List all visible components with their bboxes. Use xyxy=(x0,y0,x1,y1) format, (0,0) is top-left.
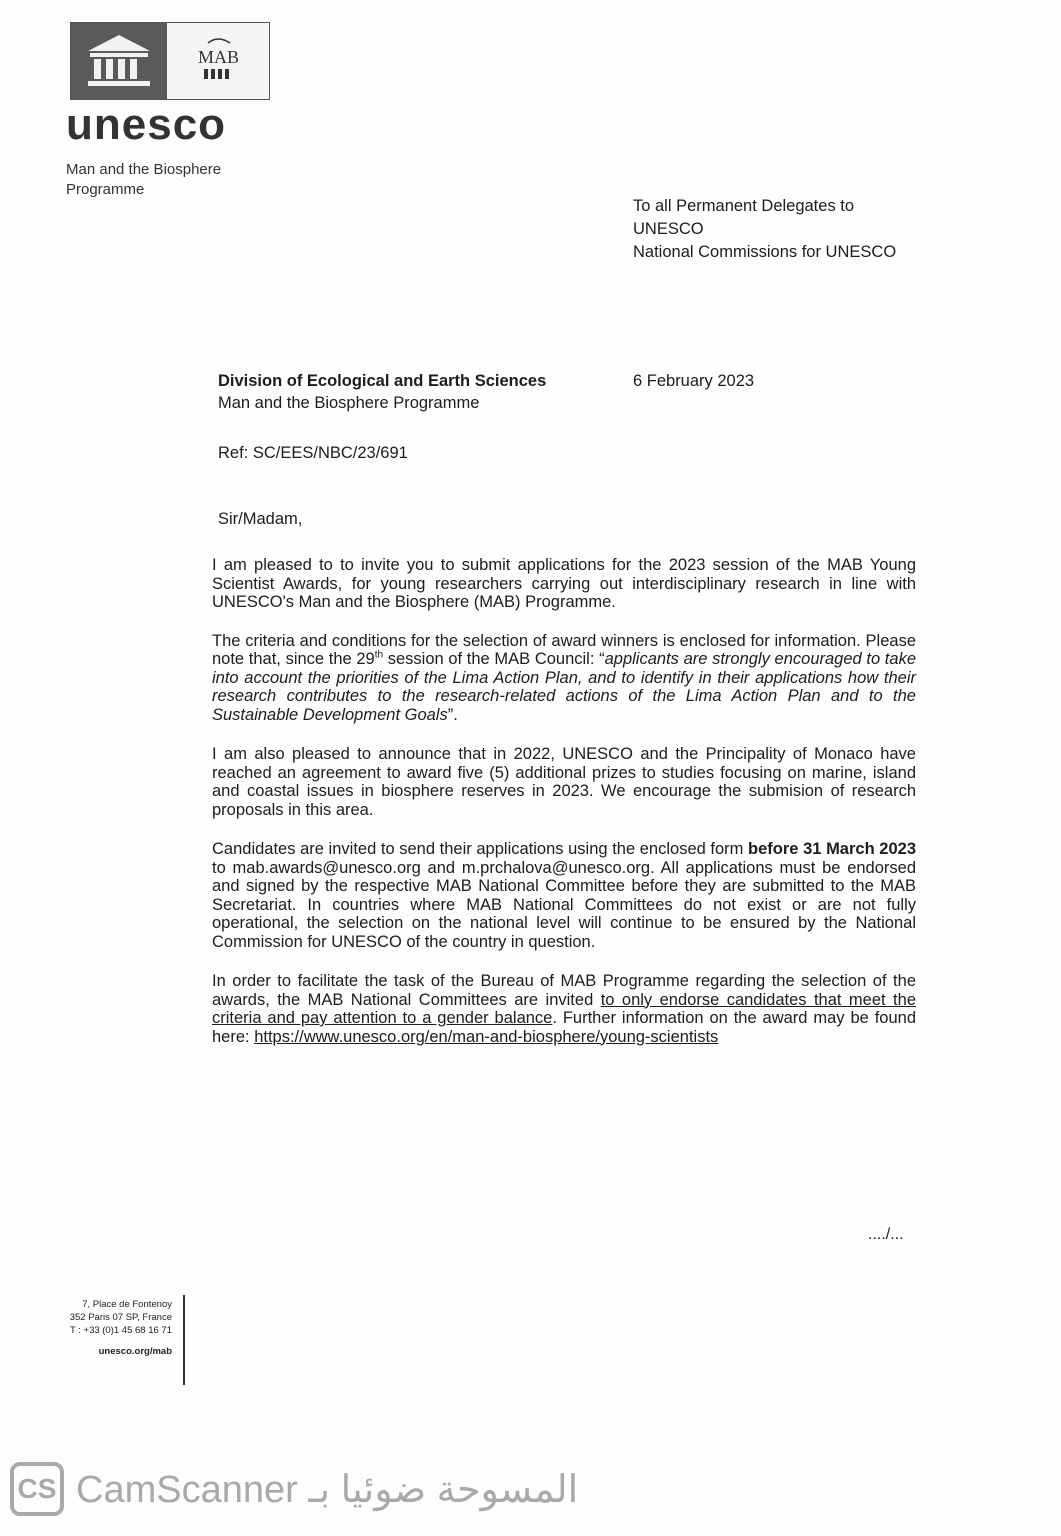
address-line-2: 352 Paris 07 SP, France xyxy=(69,1312,172,1323)
address-line-1: 7, Place de Fontenoy xyxy=(82,1299,172,1310)
footer-address xyxy=(40,1298,172,1358)
mab-mark-text: MAB xyxy=(198,47,240,67)
letter-body xyxy=(212,556,916,1067)
mab-programme-subtitle xyxy=(66,160,221,200)
sender-block xyxy=(218,370,546,414)
division-name: Division of Ecological and Earth Sciences xyxy=(218,372,547,390)
paragraph-2 xyxy=(212,632,916,725)
subtitle-line-2: Programme xyxy=(66,181,145,198)
p2-text-b: session of the MAB Council: “ xyxy=(383,650,605,668)
recipient-block xyxy=(633,195,896,264)
unesco-wordmark: unesco xyxy=(66,100,227,149)
recipient-line-1: To all Permanent Delegates to xyxy=(633,197,855,215)
mab-logo-icon xyxy=(167,23,269,99)
watermark-text: CamScanner المسوحة ضوئيا بـ xyxy=(76,1468,579,1511)
p2-quote: applicants are strongly encouraged to take into account the priorities of the Lima Action Plan, and to identify in their applications how their research contributes to the research-related actions of the Lima Action Plan and to the Sustainable Development Goals xyxy=(212,650,916,724)
phone-number: T : +33 (0)1 45 68 16 71 xyxy=(69,1325,172,1336)
footer-website[interactable]: unesco.org/mab xyxy=(98,1346,172,1357)
p4-text-b: to mab.awards@unesco.org and m.prchalova@unesco.org. All applications must be endorsed and signed by the respective MAB National Committee before they are submitted to the MAB Secretariat. In countries where MAB National Committees do not exist or are not fully operational, the selection on the national level will continue to be ensured by the National Commission for UNESCO of the country in question. xyxy=(212,858,916,951)
unesco-logo xyxy=(70,22,270,100)
continuation-mark: ..../... xyxy=(868,1226,904,1243)
p2-superscript: th xyxy=(374,649,384,661)
footer-divider xyxy=(183,1295,185,1385)
paragraph-4 xyxy=(212,840,916,951)
p5-text-a: In order to facilitate the task of the Bureau of MAB Programme regarding the selection of the awards, the MAB National Committees are invited xyxy=(212,972,916,1009)
p5-text-b: . Further information on the award may be found here: xyxy=(212,1009,916,1046)
p4-text-a: Candidates are invited to send their applications using the enclosed form xyxy=(212,840,749,858)
salutation: Sir/Madam, xyxy=(218,510,303,528)
letter-date: 6 February 2023 xyxy=(633,372,755,390)
recipient-line-3: National Commissions for UNESCO xyxy=(633,243,897,261)
p5-underlined: to only endorse candidates that meet the criteria and pay attention to a gender balance xyxy=(212,990,916,1027)
p2-text-c: ”. xyxy=(447,705,458,724)
unesco-temple-icon xyxy=(71,23,167,99)
p2-text-a: The criteria and conditions for the selection of award winners is enclosed for information. Please note that, since the 29 xyxy=(212,631,916,668)
paragraph-3: I am also pleased to announce that in 2022, UNESCO and the Principality of Monaco have reached an agreement to award five (5) additional prizes to studies focusing on marine, island and coastal issues in biosphere reserves in 2023. We encourage the submision of research proposals in this area. xyxy=(212,745,916,819)
programme-name: Man and the Biosphere Programme xyxy=(218,394,480,412)
p4-deadline: before 31 March 2023 xyxy=(748,840,916,858)
camscanner-watermark xyxy=(10,1462,578,1516)
award-info-link[interactable]: https://www.unesco.org/en/man-and-biosphere/young-scientists xyxy=(254,1027,719,1046)
camscanner-icon: CS xyxy=(10,1462,64,1516)
subtitle-line-1: Man and the Biosphere xyxy=(66,161,222,178)
recipient-line-2: UNESCO xyxy=(633,220,704,238)
paragraph-5 xyxy=(212,972,916,1046)
reference-number: Ref: SC/EES/NBC/23/691 xyxy=(218,444,408,462)
paragraph-1: I am pleased to to invite you to submit applications for the 2023 session of the MAB Young Scientist Awards, for young researchers carrying out interdisciplinary research in line with UNESCO's Man and the Biosphere (MAB) Programme. xyxy=(212,556,916,611)
